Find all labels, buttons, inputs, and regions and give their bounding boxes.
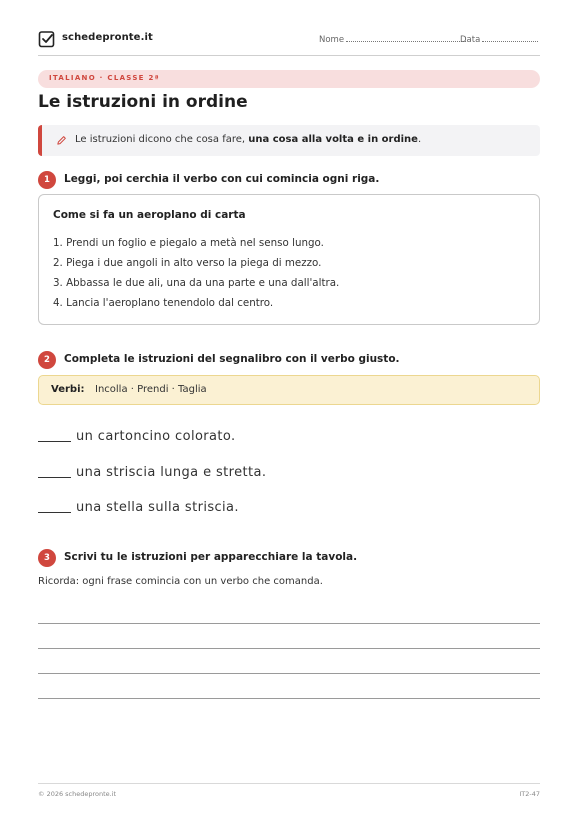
note-text: Le istruzioni dicono che cosa fare, [75, 134, 249, 145]
blank-line[interactable] [38, 477, 71, 478]
page-title: Le istruzioni in ordine [38, 92, 248, 112]
exercise-instruction: Leggi, poi cerchia il verbo con cui comincia ogni riga. [64, 173, 380, 185]
writing-line[interactable] [38, 698, 540, 699]
copyright: © 2026 schedepronte.it [38, 790, 117, 798]
list-item[interactable]: 4. Lancia l'aeroplano tenendolo dal centro. [53, 297, 274, 309]
instructions-card [38, 194, 540, 325]
date-field[interactable] [460, 34, 538, 45]
exercise-instruction: Scrivi tu le istruzioni per apparecchiare la tavola. [64, 551, 358, 563]
name-dotted-line[interactable] [346, 34, 466, 42]
subject-badge [38, 70, 540, 88]
note-end: . [417, 134, 422, 145]
name-field[interactable] [319, 34, 466, 45]
blank-line[interactable] [38, 512, 71, 513]
info-note [38, 125, 540, 156]
pencil-icon [56, 135, 67, 146]
writing-line[interactable] [38, 648, 540, 649]
name-label: Nome [319, 35, 345, 45]
exercise-instruction: Completa le istruzioni del segnalibro con il verbo giusto. [64, 353, 400, 365]
exercise-number: 3 [38, 549, 56, 567]
subject-badge-text: ITALIANO · CLASSE 2ª [49, 74, 160, 82]
blank-line[interactable] [38, 441, 71, 442]
sheet-code: IT2-47 [519, 790, 540, 798]
list-item[interactable]: 2. Piega i due angoli in alto verso la piega di mezzo. [53, 257, 322, 269]
info-note-text [75, 134, 421, 145]
instruction-list [53, 235, 339, 315]
writing-line[interactable] [38, 623, 540, 624]
card-title: Come si fa un aeroplano di carta [53, 209, 246, 221]
writing-line[interactable] [38, 673, 540, 674]
date-dotted-line[interactable] [482, 34, 538, 42]
note-bold: una cosa alla volta e in ordine [248, 134, 418, 145]
exercise-number: 1 [38, 171, 56, 189]
sentence-text: una striscia lunga e stretta. [76, 465, 267, 480]
sentence-text: un cartoncino colorato. [76, 429, 236, 444]
date-label: Data [460, 35, 481, 45]
page-footer [38, 783, 540, 803]
verbs-label: Verbi: [51, 384, 85, 395]
clipboard-check-icon [38, 30, 56, 48]
reminder-text: Ricorda: ogni frase comincia con un verbo che comanda. [38, 576, 323, 587]
list-item[interactable]: 1. Prendi un foglio e piegalo a metà nel senso lungo. [53, 237, 324, 249]
verbs-list: Incolla · Prendi · Taglia [95, 384, 207, 395]
verbs-box [38, 375, 540, 405]
exercise-number: 2 [38, 351, 56, 369]
sentence-text: una stella sulla striscia. [76, 500, 239, 515]
page-header [38, 30, 540, 56]
brand-name: schedepronte.it [62, 32, 153, 43]
list-item[interactable]: 3. Abbassa le due ali, una da una parte e una dall'altra. [53, 277, 340, 289]
